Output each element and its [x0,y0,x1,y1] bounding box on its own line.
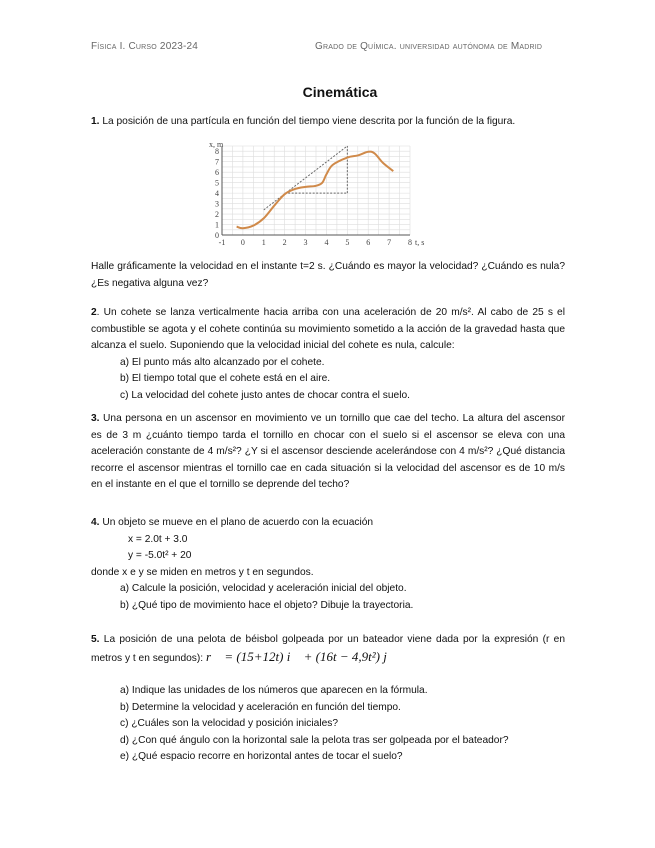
list-item: d) ¿Con qué ángulo con la horizontal sale la pelota tras ser golpeada por el bateador? [120,734,509,746]
question-number: 4. [91,517,100,528]
x-tick-label: 1 [261,238,266,247]
question-text: Una persona en un ascensor en movimiento ve un tornillo que cae del techo. La altura del ascensor es de 3 m ¿cuánto tiempo tarda el tornillo en chocar con el suelo si el ascensor se eleva con una aceleración constante de 4 m/s²? ¿Y si el ascensor desciende acelerándose con 4 m/s²? ¿Qué distancia recorre el ascensor mientras el tornillo cae en cada situación si la velocidad del ascensor es de 10 m/s en el instante en el que el tornillo se deprende del techo? [91,413,565,490]
question-text: La posición de una pelota de béisbol golpeada por un bateador viene dada por la expresión (r en metros y t en segundos): [91,634,565,664]
y-tick-label: 2 [215,210,219,220]
question-1-followup: Halle gráficamente la velocidad en el instante t=2 s. ¿Cuándo es mayor la velocidad? ¿Cuándo es nula? ¿Es negativa alguna vez? [91,261,565,289]
question-3 [91,411,565,494]
question-number: 1. [91,116,100,127]
x-tick-label: 4 [324,238,329,247]
x-tick-label: 5 [345,238,350,247]
y-tick-label: 8 [215,147,219,157]
list-item: e) ¿Qué espacio recorre en horizontal antes de tocar el suelo? [120,751,403,762]
list-item: a) El punto más alto alcanzado por el cohete. [120,356,325,368]
question-text: donde x e y se miden en metros y t en segundos. [91,566,314,578]
page-title: Cinemática [302,84,378,100]
question-text: Un objeto se mueve en el plano de acuerdo con la ecuación [99,517,374,528]
y-tick-label: 1 [215,220,219,230]
x-tick-label: 7 [387,238,392,247]
list-item: b) Determine la velocidad y aceleración en función del tiempo. [120,701,401,713]
list-item: a) Indique las unidades de los números que aparecen en la fórmula. [120,685,428,696]
x-tick-label: 8 [408,238,412,247]
y-tick-label: 5 [215,178,219,188]
y-axis-label: x, m [209,140,224,149]
question-4 [91,515,565,614]
question-number: 2 [91,307,97,318]
x-tick-label: 6 [366,238,371,247]
y-tick-label: 3 [215,199,219,209]
list-item: b) ¿Qué tipo de movimiento hace el objeto? Dibuje la trayectoria. [120,599,414,611]
list-item: a) Calcule la posición, velocidad y aceleración inicial del objeto. [120,583,407,594]
y-tick-label: 0 [215,231,219,240]
y-tick-label: 7 [215,157,219,167]
list-item: c) La velocidad del cohete justo antes de chocar contra el suelo. [120,389,410,401]
question-text: La posición de una partícula en función del tiempo viene descrita por la función de la figura. [99,116,516,127]
question-2 [91,305,565,404]
question-text: . Un cohete se lanza verticalmente hacia arriba con una aceleración de 20 m/s². Al cabo de 25 s el combustible se agota y el cohete continúa su movimiento sometido a la acción de la gravedad hasta que alcanza el suelo. Suponiendo que la velocidad inicial del cohete es nula, calcule: [91,307,565,351]
x-tick-label: 3 [303,238,308,247]
y-tick-label: 6 [215,168,219,178]
header-left: Física I. Curso 2023-24 [91,41,199,52]
question-number: 3. [91,413,100,424]
position-formula: r⃗ = (15+12t) i⃗ + (16t − 4,9t²) j⃗ [205,648,397,664]
x-tick-label: -1 [218,238,226,247]
x-tick-label: 0 [240,238,245,247]
x-axis-label: t, s [415,238,425,247]
position-time-chart [196,138,432,250]
x-tick-label: 2 [282,238,287,247]
question-5 [91,632,565,766]
y-tick-label: 4 [215,189,219,199]
position-curve [237,152,394,229]
question-1 [91,114,565,131]
list-item: c) ¿Cuáles son la velocidad y posición iniciales? [120,718,339,729]
equation-x: x = 2.0t + 3.0 [128,533,188,545]
equation-y: y = -5.0t² + 20 [128,550,192,561]
list-item: b) El tiempo total que el cohete está en el aire. [120,373,331,384]
question-number: 5. [91,634,100,645]
header-right: Grado de Química. universidad autónoma de Madrid [315,41,543,52]
